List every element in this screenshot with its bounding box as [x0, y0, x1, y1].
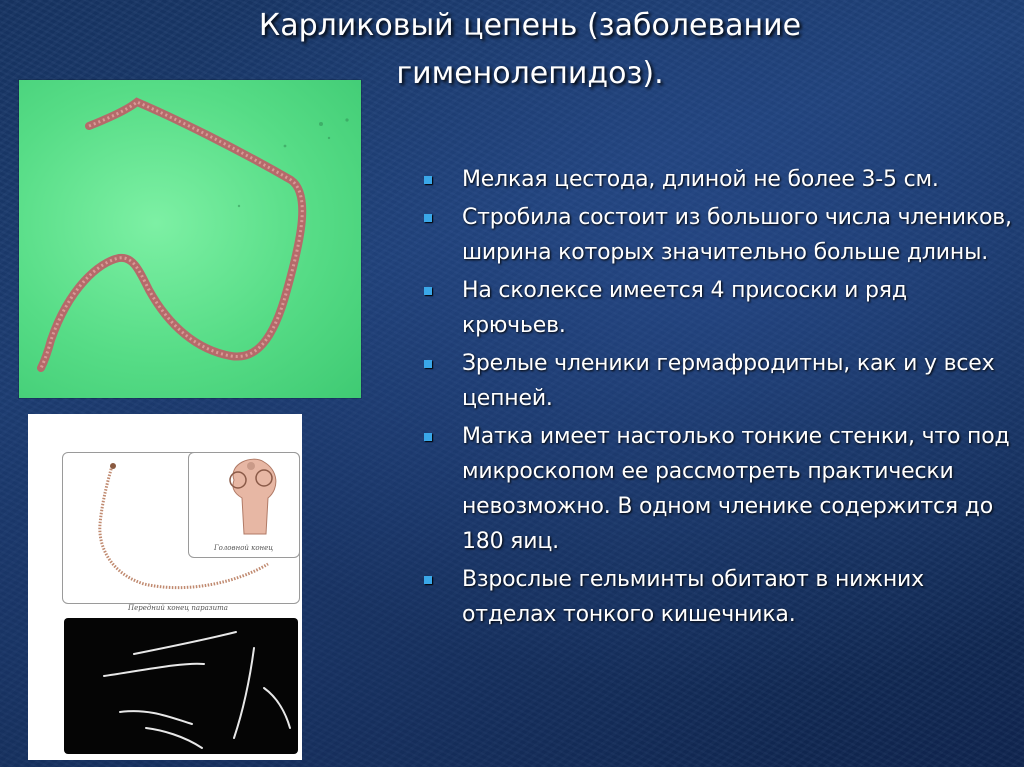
bullet-text: Взрослые гельминты обитают в нижних отделах тонкого кишечника. [462, 567, 924, 627]
bullet-item [422, 273, 1012, 343]
bullet-item [422, 162, 1012, 197]
diagram-scolex [110, 463, 116, 469]
bullet-item [422, 562, 1012, 632]
worm-2 [104, 664, 204, 676]
tapeworm-photo-drawing [19, 80, 361, 398]
scolex-drawing [230, 459, 276, 534]
bullet-item [422, 200, 1012, 270]
slide-title-line-1: Карликовый цепень (заболевание [258, 8, 802, 43]
worm-3 [234, 648, 254, 738]
square-bullet-icon [424, 576, 432, 584]
tapeworm-diagram [28, 414, 302, 760]
bullet-text: На сколексе имеется 4 присоски и ряд крючьев. [462, 278, 907, 338]
bullet-text: Зрелые членики гермафродитны, как и у всех цепней. [462, 351, 995, 411]
square-bullet-icon [424, 176, 432, 184]
square-bullet-icon [424, 360, 432, 368]
bullet-text: Стробила состоит из большого числа члеников, ширина которых значительно больше длины. [462, 205, 1012, 265]
bullet-text: Мелкая цестода, длиной не более 3-5 см. [462, 167, 939, 192]
tapeworms-on-black-photo [64, 618, 298, 754]
bullet-item [422, 346, 1012, 416]
square-bullet-icon [424, 287, 432, 295]
green-microscope-tapeworm-photo [19, 80, 361, 398]
slide-title-line-2: гименолепидоз). [396, 56, 664, 91]
square-bullet-icon [424, 433, 432, 441]
worm-6 [264, 688, 290, 728]
inset-caption: Головной конец [214, 544, 274, 552]
worm-4 [120, 711, 192, 724]
worm-1 [134, 632, 236, 654]
diagram-caption: Передний конец паразита [128, 604, 228, 612]
tapeworm-segments [41, 102, 302, 368]
dark-photo-drawing [64, 618, 298, 754]
square-bullet-icon [424, 214, 432, 222]
bullet-item [422, 419, 1012, 559]
bullet-list [422, 162, 1012, 635]
bullet-text: Матка имеет настолько тонкие стенки, что под микроскопом ее рассмотреть практически невозможно. В одном членике содержится до 180 яиц. [462, 424, 1010, 554]
worm-5 [146, 728, 202, 748]
tapeworm-body [41, 102, 302, 368]
